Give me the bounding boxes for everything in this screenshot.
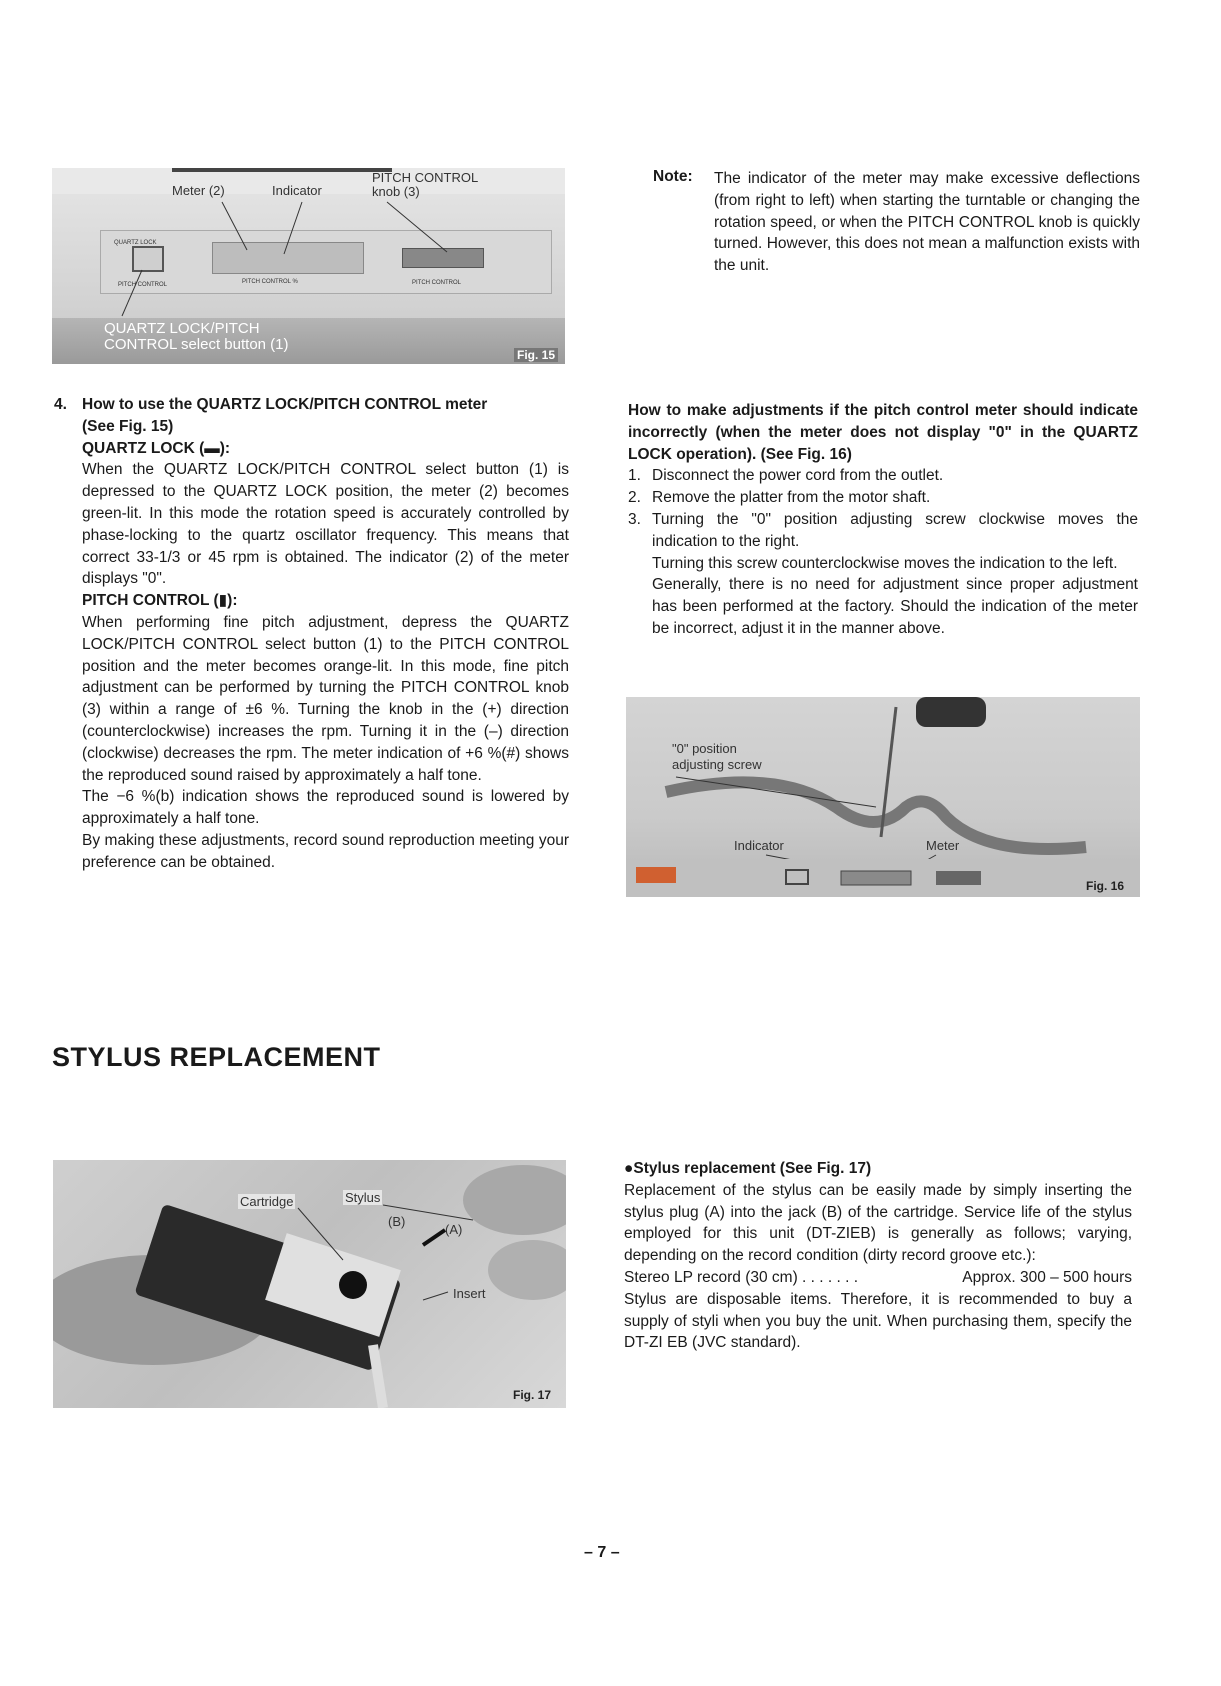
fig16-number: Fig. 16 (1086, 879, 1125, 893)
note-label: Note: (653, 168, 693, 185)
stereo-lp-label: Stereo LP record (30 cm) . . . . . . . (624, 1268, 859, 1286)
stereo-lp-value: Approx. 300 – 500 hours (962, 1268, 1132, 1286)
quartz-lock-text: When the QUARTZ LOCK/PITCH CONTROL select button (1) is depressed to the QUARTZ LOCK position, the meter (2) becomes green-lit. In this mode the rotation speed is accurately controlled by phase-locking to the quartz oscillator frequency. This means that correct 33-1/3 or 45 rpm is obtained. The indicator (2) of the meter displays "0". (82, 461, 569, 588)
figure-16 (626, 697, 1140, 897)
stylus-replacement-title: STYLUS REPLACEMENT (52, 1042, 381, 1072)
fig17-number: Fig. 17 (513, 1388, 552, 1402)
step-2 (628, 487, 1138, 509)
label-select-line1: QUARTZ LOCK/PITCH (104, 320, 260, 337)
label-meter: Meter (2) (172, 183, 225, 198)
step-3-text-c: Generally, there is no need for adjustment since proper adjustment has been performed at the factory. Should the indication of the meter be incorrect, adjust it in the manner above. (652, 576, 1138, 637)
note-text: The indicator of the meter may make excessive deflections (from right to left) when starting the turntable or changing the rotation speed, or when the PITCH CONTROL knob is quickly turned. However, this does not mean a malfunction exists with the unit. (714, 170, 1140, 275)
small-pitch-control-label: PITCH CONTROL (118, 282, 168, 288)
stylus-text-2: Stylus are disposable items. Therefore, it is recommended to buy a supply of styli when you buy the unit. When purchasing them, specify the DT-ZI EB (JVC standard). (624, 1290, 1132, 1352)
step-1-text: Disconnect the power cord from the outlet. (652, 467, 944, 485)
label-stylus: Stylus (345, 1190, 381, 1205)
label-select-line2: CONTROL select button (1) (104, 336, 289, 353)
fig16-drawing (626, 697, 1140, 897)
pitch-control-text-2: The −6 %(b) indication shows the reproduced sound is lowered by approximately a half tone. (82, 788, 569, 828)
label-cartridge: Cartridge (240, 1194, 294, 1209)
step-3-text-b: Turning this screw counterclockwise moves the indication to the left. (652, 554, 1118, 572)
step-1-number: 1. (628, 467, 641, 485)
label-fig16-meter: Meter (926, 838, 960, 853)
adjustments-heading: How to make adjustments if the pitch control meter should indicate incorrectly (when the meter does not display "0" in the QUARTZ LOCK operation). (See Fig. 16) (628, 402, 1138, 463)
stereo-lp-line (624, 1267, 1132, 1289)
label-zero-position-line1: "0" position (672, 741, 737, 756)
label-zero-position-line2: adjusting screw (672, 757, 762, 772)
small-pitch-control-right-label: PITCH CONTROL (412, 280, 462, 286)
stylus-replacement-section (624, 1158, 1132, 1354)
section-4-heading: How to use the QUARTZ LOCK/PITCH CONTROL meter (82, 396, 488, 413)
figure-17 (53, 1160, 566, 1408)
small-quartz-lock-label: QUARTZ LOCK (114, 240, 157, 246)
step-3-text-a: Turning the "0" position adjusting screw clockwise moves the indication to the right. (652, 510, 1138, 550)
label-pitch-knob-line1: PITCH CONTROL (372, 170, 479, 185)
label-fig16-indicator: Indicator (734, 838, 784, 853)
quartz-lock-heading: QUARTZ LOCK (▬): (82, 439, 231, 457)
step-2-text: Remove the platter from the motor shaft. (652, 489, 931, 507)
pitch-control-text-3: By making these adjustments, record sound reproduction meeting your preference can be obtained. (82, 831, 569, 871)
step-3 (628, 509, 1138, 640)
fig17-drawing (53, 1160, 566, 1408)
small-pitch-control-pct-label: PITCH CONTROL % (242, 279, 298, 285)
pitch-control-heading: PITCH CONTROL (▮): (82, 592, 238, 610)
label-insert: Insert (453, 1286, 486, 1301)
step-1 (628, 465, 1138, 487)
adjustments-section (628, 400, 1138, 640)
label-indicator: Indicator (272, 183, 322, 198)
figure-15 (52, 168, 565, 364)
step-2-number: 2. (628, 489, 641, 507)
label-a: (A) (445, 1222, 463, 1237)
section-4-see-fig: (See Fig. 15) (82, 417, 174, 435)
stylus-heading: ●Stylus replacement (See Fig. 17) (624, 1160, 872, 1177)
label-pitch-knob-line2: knob (3) (372, 184, 420, 199)
stylus-text-1: Replacement of the stylus can be easily made by simply inserting the stylus plug (A) into the jack (B) of the cartridge. Service life of the stylus employed for this unit (DT-ZIEB) is generally as follows; varying, depending on the record condition (dirty record groove etc.): (624, 1181, 1132, 1265)
fig15-number: Fig. 15 (514, 348, 558, 362)
section-4 (54, 394, 569, 874)
step-3-number: 3. (628, 510, 641, 528)
label-b: (B) (388, 1214, 406, 1229)
page-number: – 7 – (584, 1544, 620, 1561)
pitch-control-text-1: When performing fine pitch adjustment, depress the QUARTZ LOCK/PITCH CONTROL select button (1) to the PITCH CONTROL position and the meter becomes orange-lit. In this mode, fine pitch adjustment can be performed by turning the PITCH CONTROL knob (3) within a range of ±6 %. Turning the knob in the (+) direction (counterclockwise) increases the rpm. Turning it in the (–) direction (clockwise) decreases the rpm. The meter indication of +6 %(#) shows the reproduced sound raised by approximately a half tone. (82, 613, 569, 784)
section-4-number: 4. (54, 396, 67, 413)
